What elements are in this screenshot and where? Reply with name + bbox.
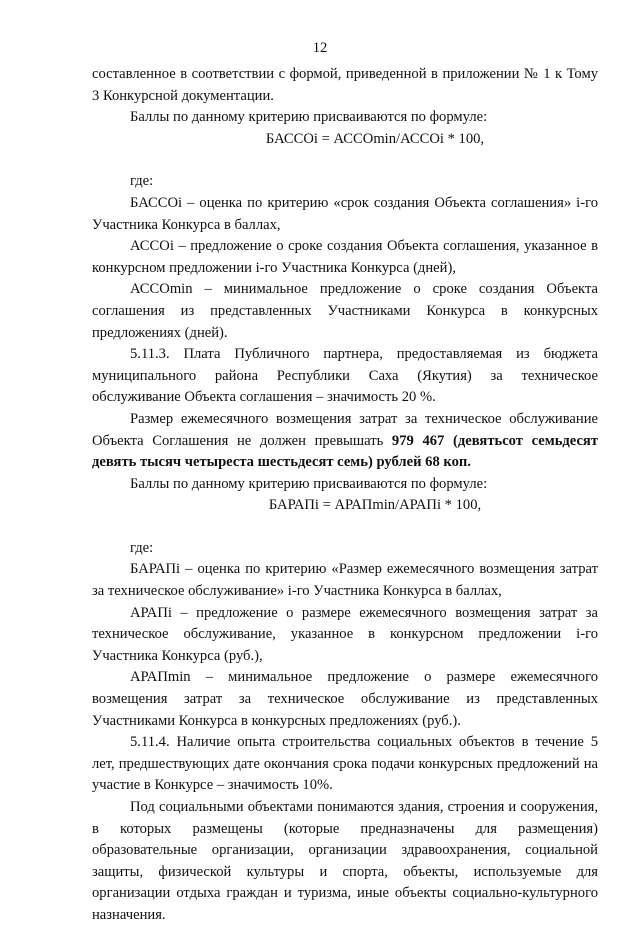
max-payment-paragraph — [92, 409, 598, 474]
formula-basso: БАССОi = АССОmin/АССОi * 100, — [265, 130, 485, 147]
definition-asso: АССОi – предложение о сроке создания Объекта соглашения, указанное в конкурсном предложении i-го Участника Конкурса (дней), — [92, 238, 598, 276]
definition-arap-min: АРАПmin – минимальное предложение о размере ежемесячного возмещения затрат за техническое обслуживание из представленных Участниками Конкурса в конкурсных предложениях (руб.). — [92, 669, 598, 729]
definition-arap: АРАПi – предложение о размере ежемесячного возмещения затрат за техническое обслуживание, указанное в конкурсном предложении i-го Участника Конкурса (руб.), — [92, 604, 598, 664]
max-payment-amount: 979 467 (девятьсот семьдесят девять тысяч четыреста шестьдесят семь) рублей 68 коп. — [92, 432, 598, 471]
formula-barap: БАРАПi = АРАПmin/АРАПi * 100, — [268, 497, 482, 514]
paragraph-continuation: составленное в соответствии с формой, приведенной в приложении № 1 к Тому 3 Конкурсной документации. — [92, 66, 598, 104]
formula-intro: Баллы по данному критерию присваиваются по формуле: — [130, 109, 488, 126]
formula-intro-2: Баллы по данному критерию присваиваются по формуле: — [130, 475, 488, 492]
max-payment-text: Размер ежемесячного возмещения затрат за техническое обслуживание Объекта Соглашения не должен превышать — [92, 410, 598, 449]
spacer — [92, 150, 598, 171]
where-label: где: — [130, 173, 154, 190]
spacer — [92, 517, 598, 538]
where-label-2: где: — [130, 539, 154, 556]
document-body — [92, 64, 598, 927]
definition-barap: БАРАПi – оценка по критерию «Размер ежемесячного возмещения затрат за техническое обслуживание» i-го Участника Конкурса в баллах, — [92, 561, 598, 600]
section-5-11-3: 5.11.3. Плата Публичного партнера, предоставляемая из бюджета муниципального района Республики Саха (Якутия) за техническое обслуживание Объекта соглашения – значимость 20 %. — [92, 346, 598, 406]
definition-basso: БАССОi – оценка по критерию «срок создания Объекта соглашения» i-го Участника Конкурса в баллах, — [92, 194, 598, 233]
page-number: 12 — [312, 40, 328, 56]
section-5-11-4: 5.11.4. Наличие опыта строительства социальных объектов в течение 5 лет, предшествующих дате окончания срока подачи конкурсных предложений на участие в Конкурсе – значимость 10%. — [92, 734, 598, 794]
social-objects-definition: Под социальными объектами понимаются здания, строения и сооружения, в которых размещены (которые предназначены для размещения) образовательные организации, организации здравоохранения, социальной защиты, физической культуры и спорта, объекты, используемые для организации отдыха граждан и туризма, иные объекты социально-культурного назначения. — [92, 799, 598, 923]
definition-asso-min: АССОmin – минимальное предложение о сроке создания Объекта соглашения из представленных Участниками Конкурса в конкурсных предложениях (дней). — [92, 281, 598, 341]
